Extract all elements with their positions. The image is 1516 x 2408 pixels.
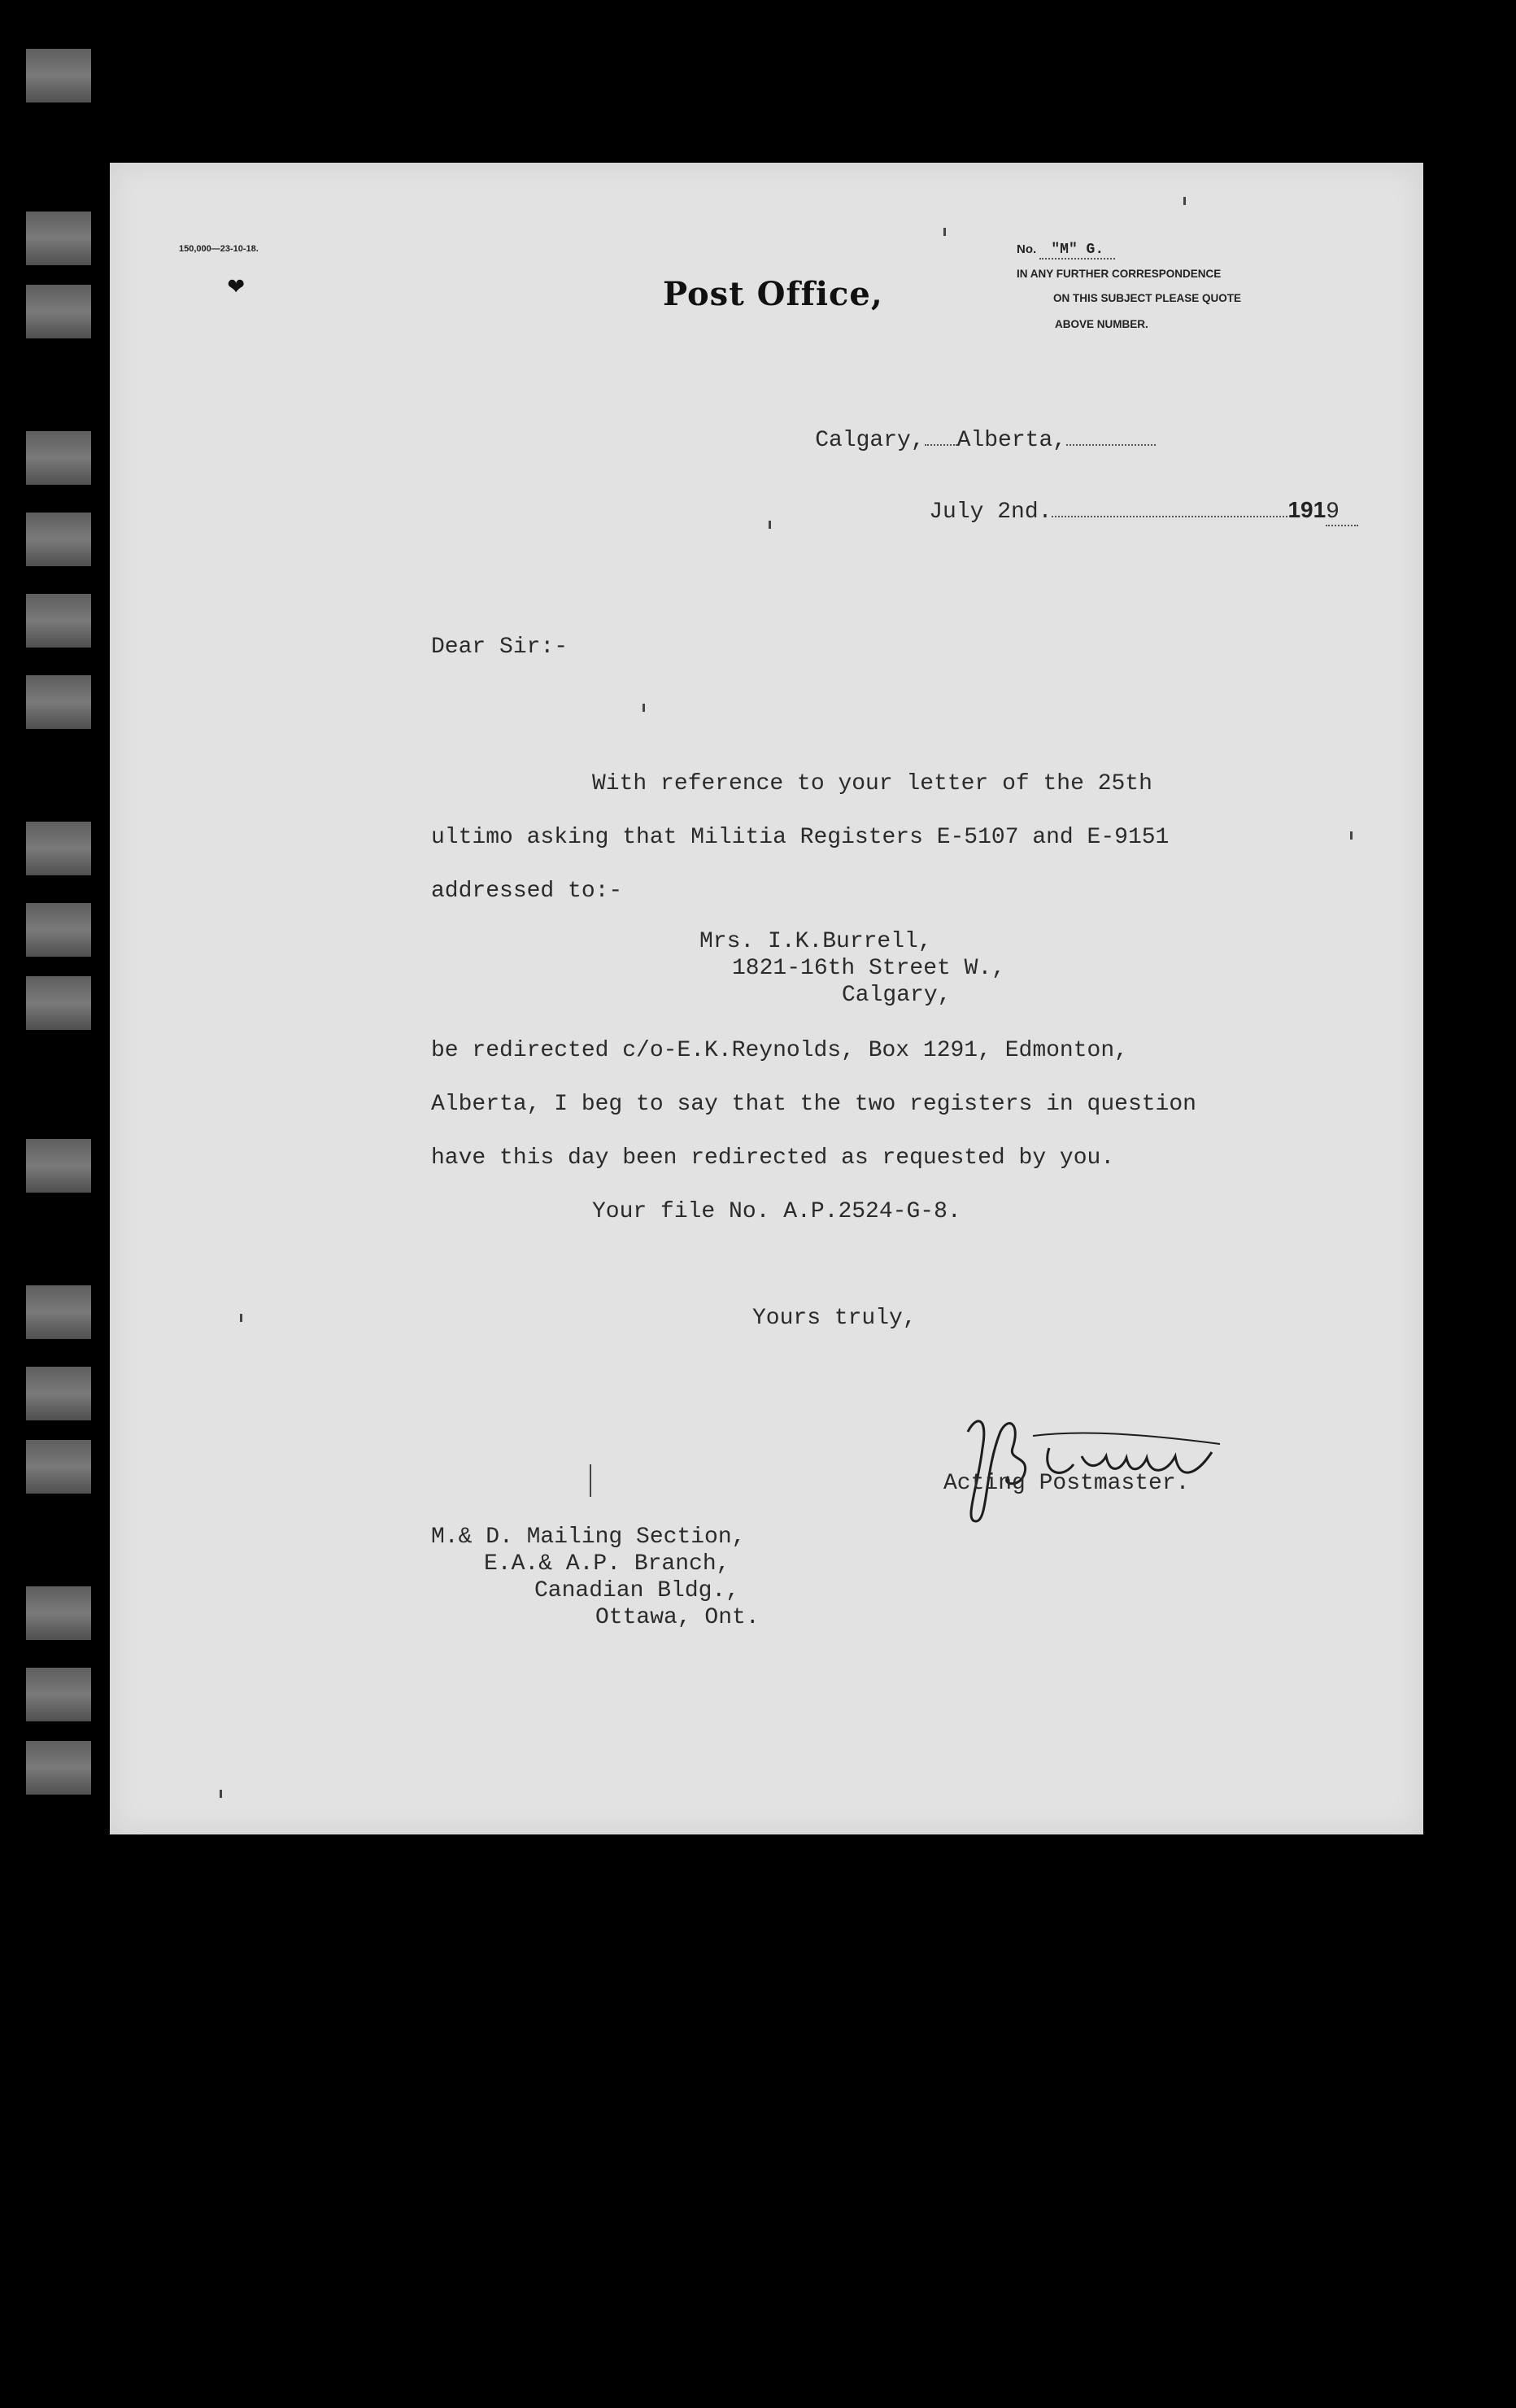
reference-number-line xyxy=(1017,236,1374,264)
recipient-line: Canadian Bldg., xyxy=(534,1578,740,1603)
address-line: Mrs. I.K.Burrell, xyxy=(699,929,932,954)
handwritten-signature xyxy=(952,1399,1236,1538)
scan-speck xyxy=(590,1464,591,1497)
recipient-line: E.A.& A.P. Branch, xyxy=(484,1551,730,1577)
body-line: be redirected c/o-E.K.Reynolds, Box 1291, Edmonton, xyxy=(431,1038,1128,1063)
scan-speck xyxy=(1183,197,1186,205)
film-sprocket xyxy=(26,1586,91,1640)
recipient-line: M.& D. Mailing Section, xyxy=(431,1525,746,1550)
ink-mark-icon: ❤ xyxy=(228,272,245,303)
body-line: With reference to your letter of the 25th xyxy=(592,771,1152,796)
reference-note-line: IN ANY FURTHER CORRESPONDENCE xyxy=(1017,268,1222,280)
scan-speck xyxy=(943,228,946,236)
recipient-line: Ottawa, Ont. xyxy=(595,1605,760,1630)
film-sprocket xyxy=(26,1440,91,1494)
reference-no-label: No. xyxy=(1017,242,1037,256)
scan-speck xyxy=(220,1790,222,1798)
body-line: addressed to:- xyxy=(431,879,623,904)
film-sprocket xyxy=(26,513,91,566)
film-sprocket xyxy=(26,594,91,648)
film-sprocket xyxy=(26,1668,91,1721)
place-province: Alberta, xyxy=(956,428,1067,453)
reference-no-value: "M" G. xyxy=(1039,242,1115,260)
place-city: Calgary, xyxy=(815,428,925,453)
film-sprocket xyxy=(26,1139,91,1193)
body-line: Alberta, I beg to say that the two registers in question xyxy=(431,1092,1196,1117)
film-sprocket xyxy=(26,1741,91,1795)
closing: Yours truly, xyxy=(752,1306,917,1331)
reference-box xyxy=(1017,236,1374,337)
film-sprocket xyxy=(26,212,91,265)
date-year-prefix: 191 xyxy=(1287,497,1326,522)
date-year-suffix: 9 xyxy=(1326,499,1358,526)
film-sprocket xyxy=(26,675,91,729)
scan-speck xyxy=(769,521,771,529)
film-sprocket xyxy=(26,976,91,1030)
film-sprocket xyxy=(26,822,91,875)
scan-speck xyxy=(1350,831,1353,840)
address-line: Calgary, xyxy=(842,983,952,1008)
letter-page xyxy=(110,163,1423,1834)
film-sprocket xyxy=(26,285,91,338)
body-line: ultimo asking that Militia Registers E-5107 and E-9151 xyxy=(431,825,1170,850)
scan-speck xyxy=(643,704,645,712)
salutation: Dear Sir:- xyxy=(431,635,568,660)
film-sprocket xyxy=(26,431,91,485)
film-strip xyxy=(18,33,99,1839)
film-sprocket xyxy=(26,1367,91,1420)
film-sprocket xyxy=(26,49,91,103)
place-line xyxy=(760,403,1156,478)
form-code: 150,000—23-10-18. xyxy=(179,244,259,254)
body-line: have this day been redirected as requested by you. xyxy=(431,1145,1115,1171)
film-sprocket xyxy=(26,1285,91,1339)
scan-speck xyxy=(240,1314,242,1322)
date-line xyxy=(874,472,1358,552)
file-number: Your file No. A.P.2524-G-8. xyxy=(592,1199,961,1224)
film-sprocket xyxy=(26,903,91,957)
date-day: July 2nd. xyxy=(929,499,1052,525)
reference-note-line: ABOVE NUMBER. xyxy=(1055,318,1148,330)
reference-note-line: ON THIS SUBJECT PLEASE QUOTE xyxy=(1053,292,1242,304)
letterhead-title: Post Office, xyxy=(663,275,883,313)
signature-title: Acting Postmaster. xyxy=(943,1471,1190,1496)
address-line: 1821-16th Street W., xyxy=(732,956,1006,981)
